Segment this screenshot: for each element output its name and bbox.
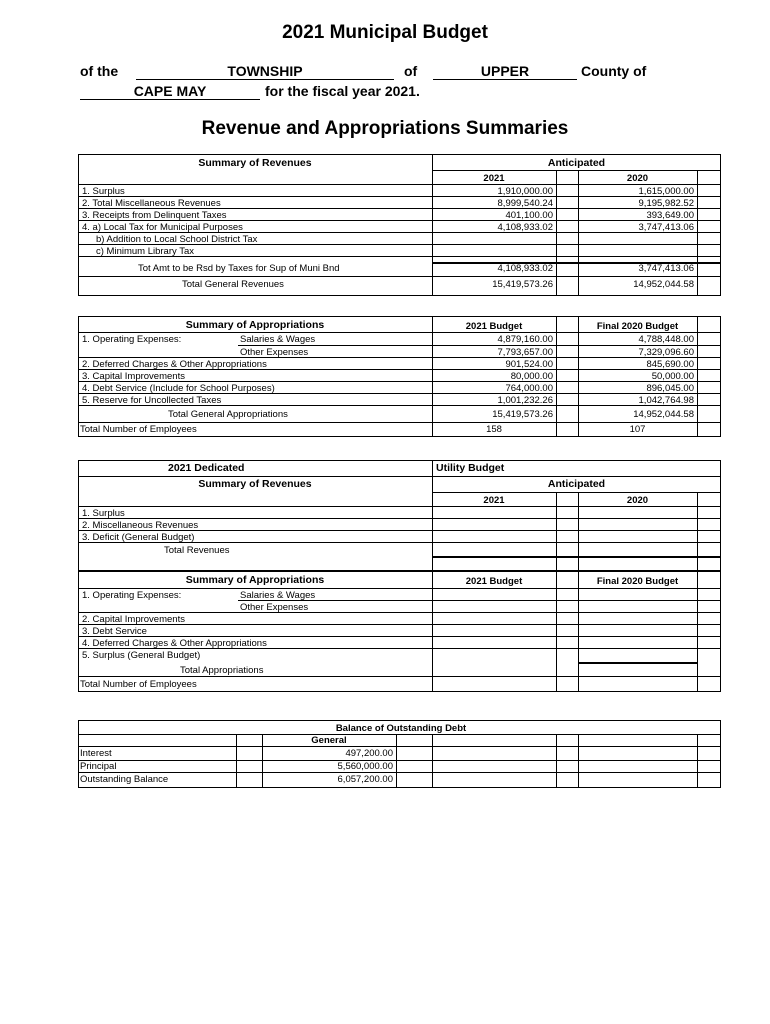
col-2020: 2020	[626, 173, 649, 184]
debt-row-label: Outstanding Balance	[80, 774, 169, 785]
utility-app-row: 5. Surplus (General Budget)	[82, 650, 201, 661]
app-row-label: 5. Reserve for Uncollected Taxes	[82, 395, 222, 406]
rev-row-2021: 8,999,540.24	[497, 198, 553, 209]
utility-col-2020: 2020	[626, 495, 649, 506]
utility-rev-row: 2. Miscellaneous Revenues	[82, 520, 199, 531]
rev-row-label: 4. a) Local Tax for Municipal Purposes	[82, 222, 243, 233]
utility-rev-heading: Summary of Revenues	[198, 478, 312, 490]
rev-row-2021: 4,108,933.02	[497, 263, 553, 274]
utility-app-col-2020: Final 2020 Budget	[596, 576, 679, 587]
rev-row-2021: 1,910,000.00	[497, 186, 553, 197]
debt-general-col: General	[311, 735, 347, 746]
app-row-label: 1. Operating Expenses:	[82, 334, 182, 345]
app-row-2021: 7,793,657.00	[497, 347, 553, 358]
rev-total-label: Total General Revenues	[182, 279, 284, 290]
debt-row-value: 497,200.00	[345, 748, 393, 759]
utility-app-row: 2. Capital Improvements	[82, 614, 185, 625]
employees-2021: 158	[486, 424, 502, 435]
rev-total-2021: 15,419,573.26	[492, 279, 553, 290]
utility-app-row: 3. Debt Service	[82, 626, 147, 637]
municipality-name: UPPER	[480, 63, 530, 79]
utility-rev-row: 3. Deficit (General Budget)	[82, 532, 195, 543]
app-row-2020: 845,690.00	[646, 359, 694, 370]
revenue-heading: Summary of Revenues	[198, 157, 312, 169]
debt-row-value: 6,057,200.00	[337, 774, 393, 785]
app-row-label: 3. Capital Improvements	[82, 371, 185, 382]
utility-app-heading: Summary of Appropriations	[185, 574, 325, 586]
county-of-label: County of	[581, 63, 647, 79]
municipality-type: TOWNSHIP	[227, 63, 303, 79]
page-title: 2021 Municipal Budget	[282, 22, 488, 43]
utility-app-col-2021: 2021 Budget	[465, 576, 523, 587]
county-name: CAPE MAY	[133, 83, 207, 99]
app-row-2020: 896,045.00	[646, 383, 694, 394]
rev-row-label: Tot Amt to be Rsd by Taxes for Sup of Muni Bnd	[138, 263, 340, 274]
of-the-label: of the	[80, 63, 119, 79]
app-row-label: 2. Deferred Charges & Other Appropriations	[82, 359, 267, 370]
app-col-2021: 2021 Budget	[465, 321, 523, 332]
app-total-label: Total General Appropriations	[168, 409, 288, 420]
utility-app-oe: Other Expenses	[240, 602, 309, 613]
app-col-2020: Final 2020 Budget	[596, 321, 679, 332]
app-row-2021: 4,879,160.00	[497, 334, 553, 345]
app-row-sub: Other Expenses	[240, 347, 309, 358]
appropriations-heading: Summary of Appropriations	[185, 319, 325, 331]
app-row-2020: 50,000.00	[651, 371, 694, 382]
rev-row-2020: 393,649.00	[646, 210, 694, 221]
rev-row-2021: 4,108,933.02	[497, 222, 553, 233]
app-row-2020: 4,788,448.00	[638, 334, 694, 345]
utility-anticipated: Anticipated	[547, 478, 606, 490]
utility-app-total: Total Appropriations	[180, 665, 264, 676]
fiscal-year-label: for the fiscal year 2021.	[265, 83, 420, 99]
rev-row-2021: 401,100.00	[505, 210, 553, 221]
rev-row-label: c) Minimum Library Tax	[96, 246, 195, 257]
app-row-2021: 901,524.00	[505, 359, 553, 370]
utility-employees-label: Total Number of Employees	[80, 679, 197, 690]
summaries-title: Revenue and Appropriations Summaries	[201, 118, 569, 139]
debt-heading: Balance of Outstanding Debt	[335, 723, 467, 734]
utility-col-2021: 2021	[483, 495, 505, 506]
rev-row-2020: 3,747,413.06	[638, 222, 694, 233]
app-row-sub: Salaries & Wages	[240, 334, 316, 345]
app-total-2021: 15,419,573.26	[492, 409, 553, 420]
rev-total-2020: 14,952,044.58	[633, 279, 694, 290]
utility-app-sw: Salaries & Wages	[240, 590, 316, 601]
rev-row-label: 3. Receipts from Delinquent Taxes	[82, 210, 227, 221]
col-2021: 2021	[483, 173, 505, 184]
app-row-2021: 80,000.00	[510, 371, 553, 382]
app-row-label: 4. Debt Service (Include for School Purposes)	[82, 383, 275, 394]
rev-row-label: 1. Surplus	[82, 186, 125, 197]
debt-row-label: Principal	[80, 761, 117, 772]
rev-row-2020: 9,195,982.52	[638, 198, 694, 209]
rev-row-label: 2. Total Miscellaneous Revenues	[82, 198, 221, 209]
app-total-2020: 14,952,044.58	[633, 409, 694, 420]
utility-rev-total: Total Revenues	[164, 545, 230, 556]
rev-row-2020: 1,615,000.00	[638, 186, 694, 197]
employees-2020: 107	[629, 424, 646, 435]
app-row-2020: 1,042,764.98	[638, 395, 694, 406]
rev-row-label: b) Addition to Local School District Tax	[96, 234, 258, 245]
rev-row-2020: 3,747,413.06	[638, 263, 694, 274]
of-label: of	[404, 63, 418, 79]
utility-rev-row: 1. Surplus	[82, 508, 125, 519]
utility-app-op: 1. Operating Expenses:	[82, 590, 182, 601]
app-row-2021: 1,001,232.26	[497, 395, 553, 406]
debt-row-label: Interest	[80, 748, 112, 759]
anticipated-heading: Anticipated	[547, 157, 606, 169]
utility-app-row: 4. Deferred Charges & Other Appropriations	[82, 638, 267, 649]
app-row-2020: 7,329,096.60	[638, 347, 694, 358]
app-row-2021: 764,000.00	[505, 383, 553, 394]
utility-budget-label: Utility Budget	[436, 462, 505, 474]
debt-row-value: 5,560,000.00	[337, 761, 393, 772]
dedicated-label: 2021 Dedicated	[168, 462, 245, 474]
employees-label: Total Number of Employees	[80, 424, 197, 435]
